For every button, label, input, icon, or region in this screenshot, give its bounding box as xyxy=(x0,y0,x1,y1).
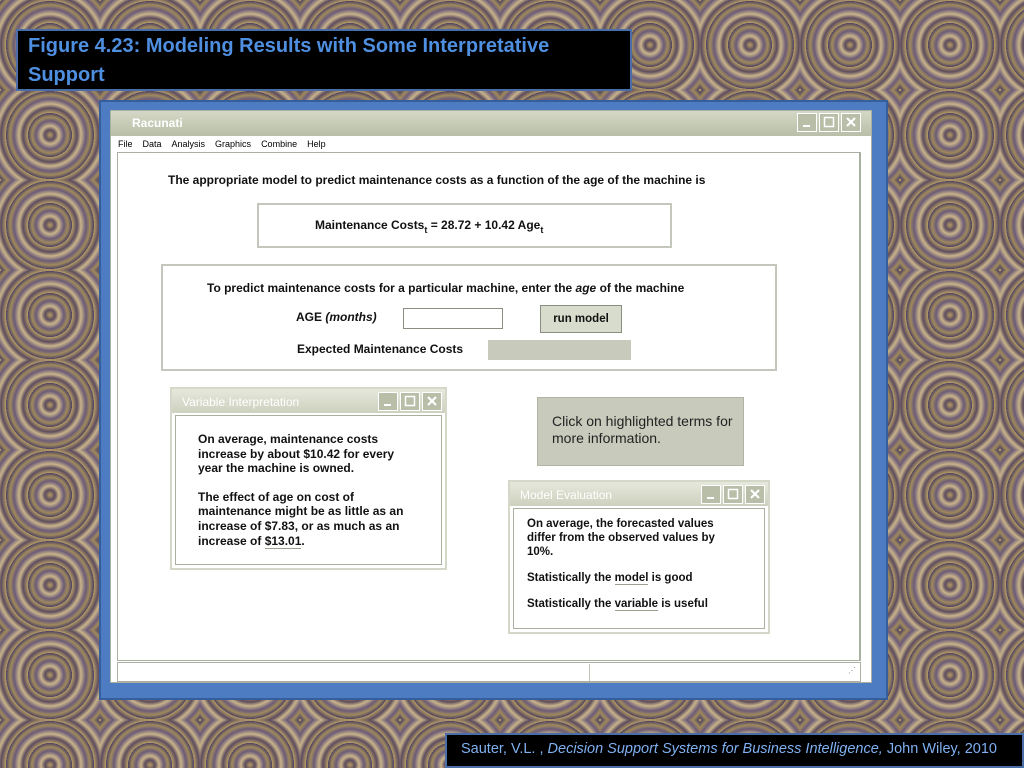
model-equation xyxy=(257,203,672,248)
citation-publisher: John Wiley, 2010 xyxy=(886,741,997,757)
variable-line-suffix: is useful xyxy=(658,598,708,610)
status-bar xyxy=(117,662,861,682)
variable-interpretation-controls xyxy=(378,392,442,411)
citation-book: Decision Support Systems for Business Intelligence, xyxy=(547,741,883,757)
expected-costs-label: Expected Maintenance Costs xyxy=(297,342,464,356)
age-label-text: AGE xyxy=(296,310,323,324)
maximize-icon[interactable] xyxy=(400,392,420,411)
minimize-icon[interactable] xyxy=(378,392,398,411)
prediction-instructions xyxy=(207,281,684,295)
model-evaluation-line xyxy=(527,571,756,585)
age-input[interactable] xyxy=(403,308,503,329)
menu-bar xyxy=(111,136,871,152)
expected-costs-output xyxy=(488,340,631,360)
interpretation-para-1: On average, maintenance costs increase by about $10.42 for every year the machine is owned. xyxy=(198,432,395,476)
model-evaluation-titlebar[interactable] xyxy=(510,482,768,506)
equation-lhs: Maintenance Costs xyxy=(315,218,425,232)
minimize-icon[interactable] xyxy=(797,113,817,132)
variable-evaluation-line xyxy=(527,597,756,611)
minimize-icon[interactable] xyxy=(701,485,721,504)
menu-help[interactable]: Help xyxy=(307,139,326,149)
menu-analysis[interactable]: Analysis xyxy=(171,139,206,149)
maximize-icon[interactable] xyxy=(723,485,743,504)
variable-interpretation-title: Variable Interpretation xyxy=(182,395,300,409)
maximize-icon[interactable] xyxy=(819,113,839,132)
citation-author: Sauter, V.L. , xyxy=(461,741,544,757)
predict-emphasis: age xyxy=(575,281,597,295)
prediction-panel xyxy=(161,264,777,371)
model-line-prefix: Statistically the xyxy=(527,572,615,584)
window-titlebar[interactable] xyxy=(111,111,871,136)
variable-term[interactable]: variable xyxy=(614,598,659,610)
close-icon[interactable] xyxy=(422,392,442,411)
menu-data[interactable]: Data xyxy=(142,139,162,149)
status-divider xyxy=(589,664,590,681)
model-evaluation-title: Model Evaluation xyxy=(520,488,613,502)
interpretation-para-2-prefix: The effect of age on cost of maintenance might be as little as an increase of xyxy=(198,489,404,533)
age-units: (months) xyxy=(325,310,377,324)
window-title: Racunati xyxy=(132,116,183,130)
model-evaluation-window xyxy=(508,480,770,634)
hint-box: Click on highlighted terms for more information. xyxy=(537,397,744,466)
predict-prefix: To predict maintenance costs for a particular machine, enter the xyxy=(207,281,576,295)
variable-interpretation-body xyxy=(175,415,442,565)
window-controls xyxy=(797,113,861,132)
variable-interpretation-window xyxy=(170,387,447,570)
menu-combine[interactable]: Combine xyxy=(261,139,298,149)
interpretation-para-2-middle: , or as much as an increase of xyxy=(198,518,400,548)
menu-file[interactable]: File xyxy=(118,139,133,149)
model-intro-text: The appropriate model to predict maintenance costs as a function of the age of the machine is xyxy=(168,173,706,187)
evaluation-para-1: On average, the forecasted values differ from the observed values by 10%. xyxy=(527,518,715,558)
run-model-button[interactable]: run model xyxy=(540,305,622,333)
close-icon[interactable] xyxy=(745,485,765,504)
variable-interpretation-titlebar[interactable] xyxy=(172,389,445,413)
model-evaluation-controls xyxy=(701,485,765,504)
model-term[interactable]: model xyxy=(614,572,649,584)
interpretation-para-2-end: . xyxy=(301,533,305,548)
interpretation-para-2 xyxy=(198,490,418,548)
resize-grip-icon[interactable]: ⋰ xyxy=(848,666,856,675)
slide-title: Figure 4.23: Modeling Results with Some Interpretative Support xyxy=(16,29,632,91)
model-evaluation-body xyxy=(513,508,765,629)
app-window xyxy=(110,110,872,683)
main-content xyxy=(117,152,861,661)
ci-low-term[interactable]: $7.83 xyxy=(264,518,295,533)
close-icon[interactable] xyxy=(841,113,861,132)
equation-sub-rhs: t xyxy=(540,225,544,235)
equation-rhs: = 28.72 + 10.42 Age xyxy=(427,218,541,232)
predict-suffix: of the machine xyxy=(596,281,685,295)
age-label xyxy=(296,310,377,324)
ci-high-term[interactable]: $13.01 xyxy=(264,533,302,548)
model-line-suffix: is good xyxy=(648,572,693,584)
menu-graphics[interactable]: Graphics xyxy=(215,139,252,149)
variable-line-prefix: Statistically the xyxy=(527,598,615,610)
citation xyxy=(445,733,1024,768)
equation-sub-lhs: t xyxy=(424,225,428,235)
